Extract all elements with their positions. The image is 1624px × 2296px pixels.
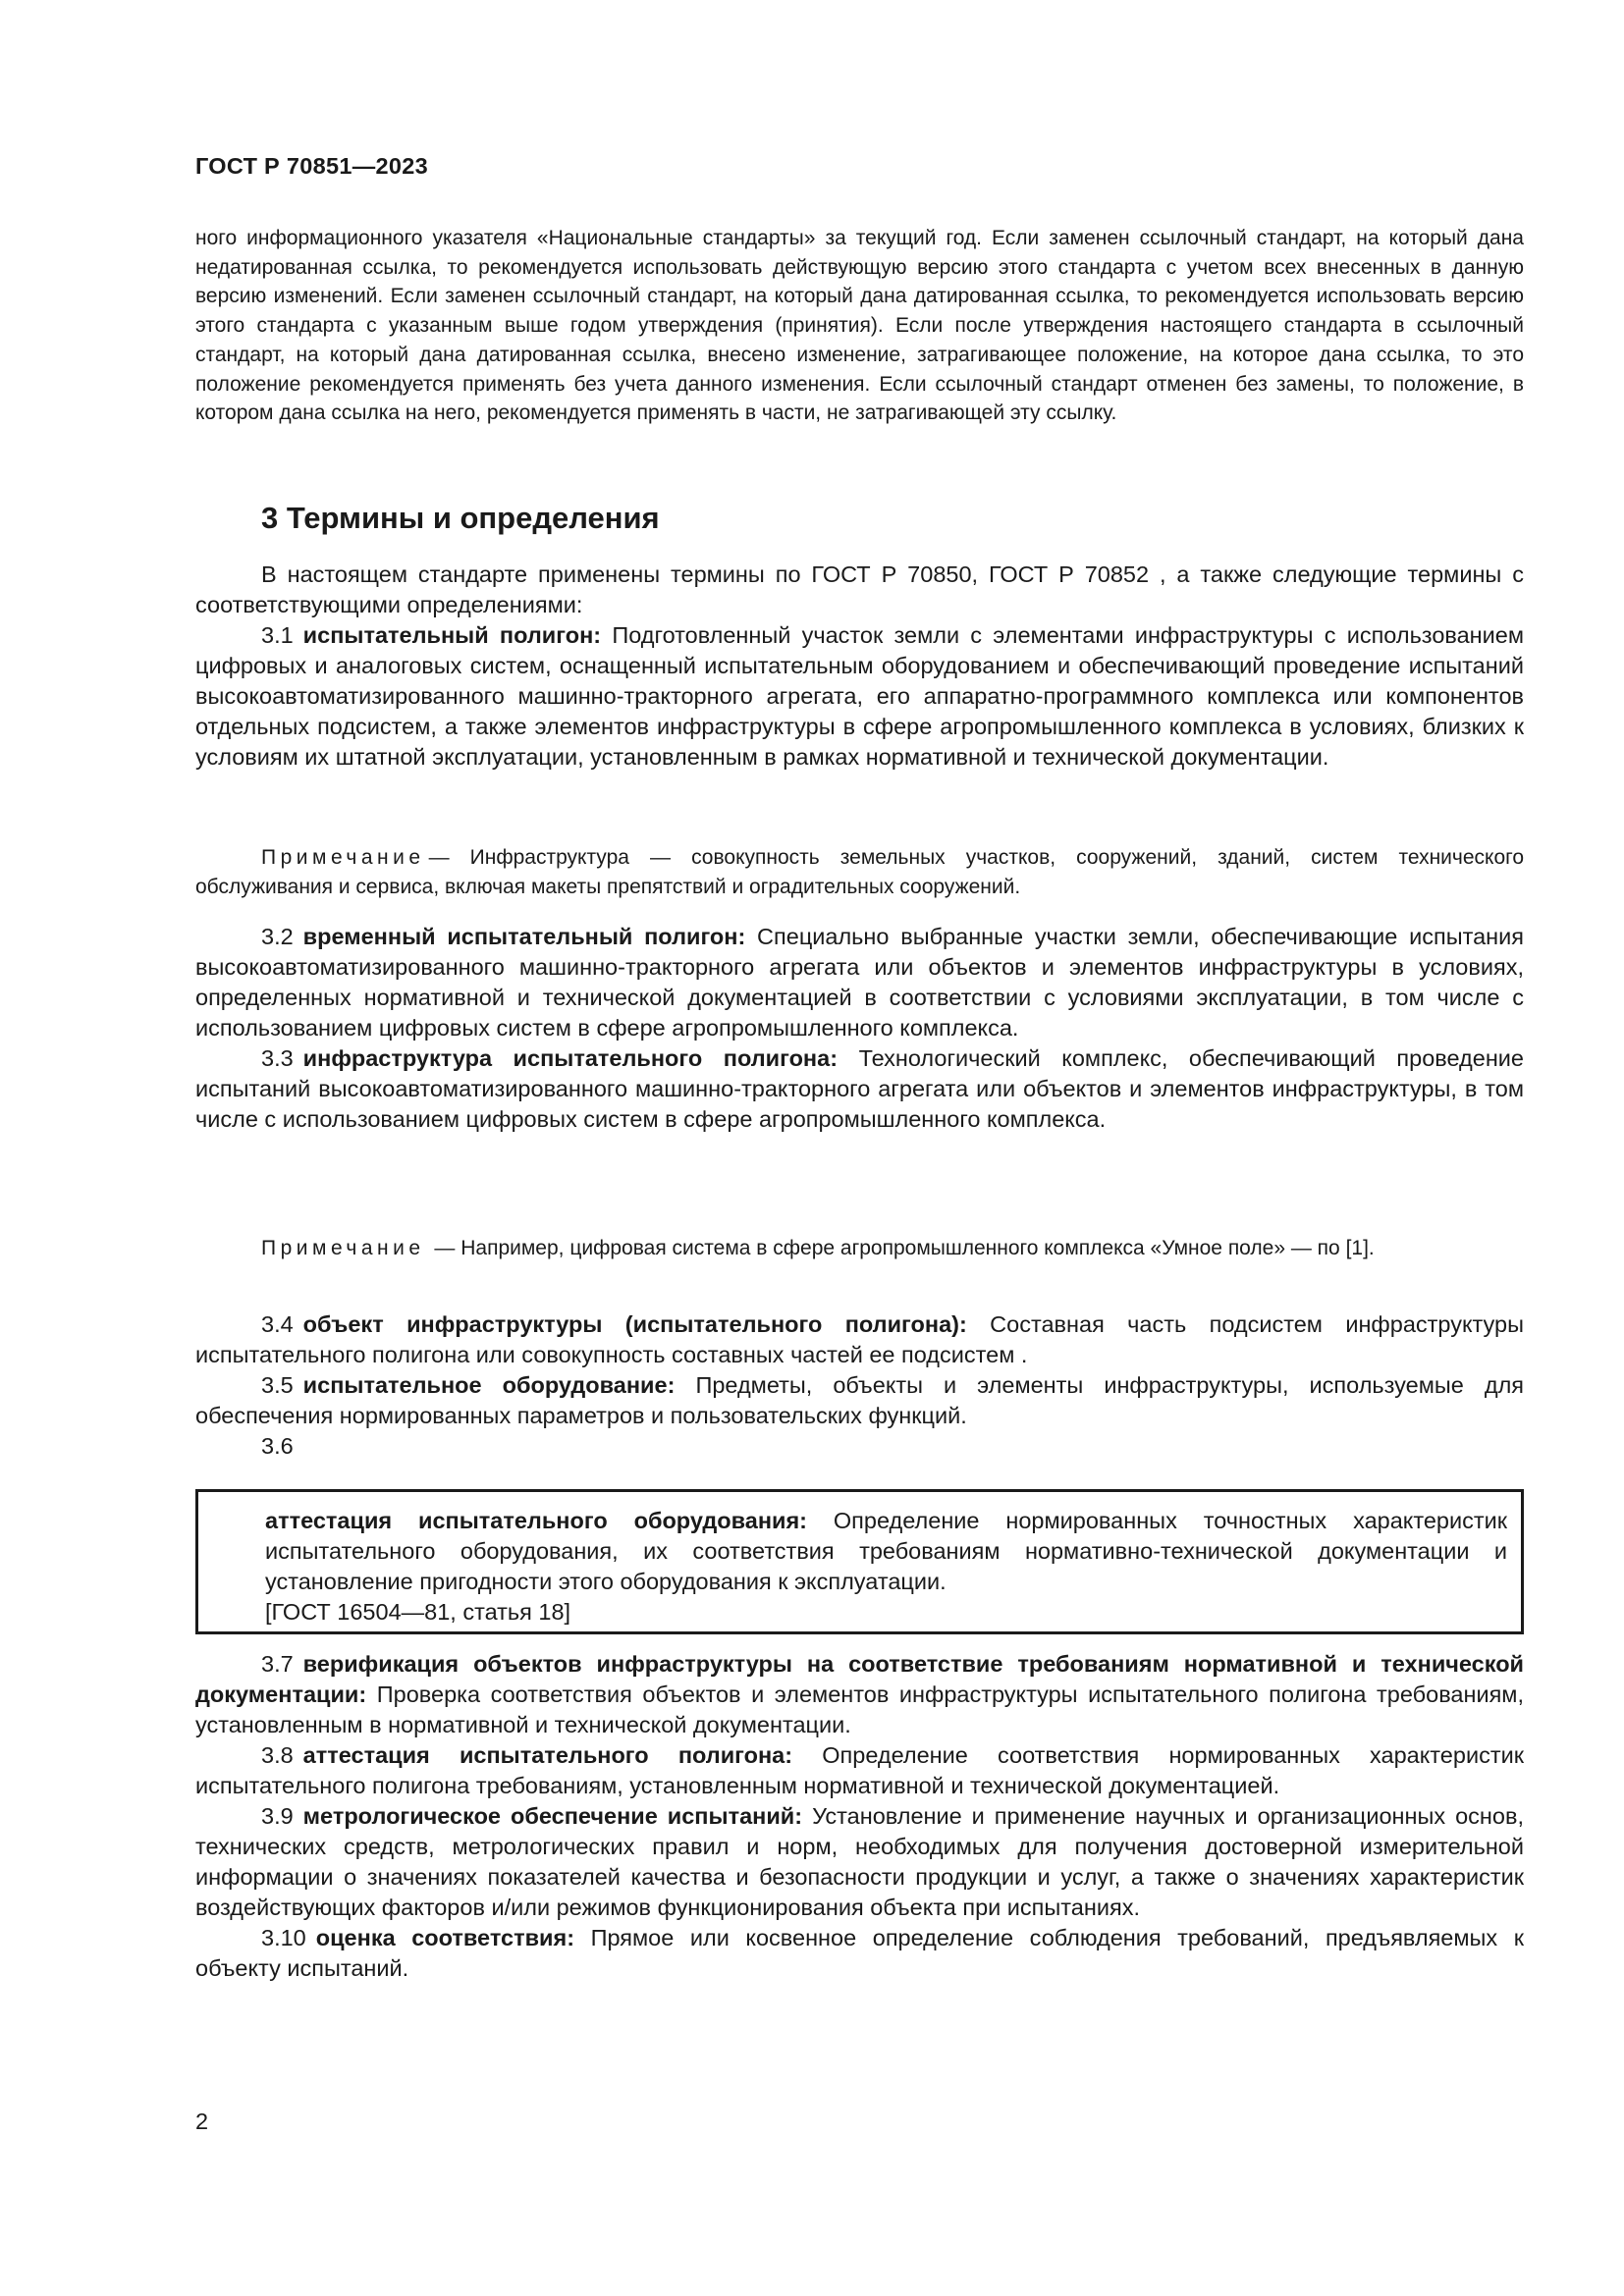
note-text: — Например, цифровая система в сфере агропромышленного комплекса «Умное поле» — по [1]. [428,1237,1375,1259]
term-entry-3-5 [195,1370,1524,1431]
term-definition: Определение нормированных точностных характеристик испытательного оборудования, их соответствия требованиям нормативно-технической документации и установление пригодности этого оборудования к эксплуатации. [265,1508,1508,1594]
term-definition: Подготовленный участок земли с элементами инфраструктуры с использованием цифровых и аналоговых систем, оснащенный испытательным оборудованием и обеспечивающий проведение испытаний высокоавтоматизированного машинно-тракторного агрегата, его аппаратно-программного комплекса или компонентов отдельных подсистем, а также элементов инфраструктуры в сфере агропромышленного комплекса в условиях, близких к условиям их штатной эксплуатации, установленным в рамках нормативной и технической документации. [195,622,1525,770]
term-name: аттестация испытательного полигона: [302,1742,793,1768]
term-entry-3-1 [195,620,1524,773]
source-reference: [ГОСТ 16504—81, статья 18] [265,1599,571,1625]
term-name: инфраструктура испытательного полигона: [302,1045,839,1071]
document-header: ГОСТ Р 70851—2023 [195,153,428,179]
term-name: испытательный полигон: [302,622,602,648]
term-definition: Предметы, объекты и элементы инфраструктуры, используемые для обеспечения нормированных параметров и пользовательских функций. [195,1372,1525,1428]
term-number: 3.9 [261,1803,294,1829]
term-definition: Прямое или косвенное определение соблюдения требований, предъявляемых к объекту испытаний. [195,1925,1525,1981]
term-name: временный испытательный полигон: [302,924,746,949]
term-entry-3-2 [195,922,1524,1043]
note-label: Примечание [261,846,425,869]
term-number: 3.2 [261,924,294,949]
term-definition: Технологический комплекс, обеспечивающий проведение испытаний высокоавтоматизированного машинно-тракторного агрегата или объектов и элементов инфраструктуры, в том числе с использованием цифровых систем в сфере агропромышленного комплекса. [195,1045,1525,1132]
term-name: испытательное оборудование: [302,1372,676,1398]
term-entry-3-9 [195,1801,1524,1923]
term-entry-3-3 [195,1043,1524,1135]
note-2 [195,1234,1524,1263]
term-number: 3.8 [261,1742,294,1768]
term-number: 3.5 [261,1372,294,1398]
term-number: 3.1 [261,622,294,648]
term-number-3-6: 3.6 [261,1433,294,1459]
term-name: оценка соответствия: [315,1925,575,1950]
section-heading: 3 Термины и определения [261,501,660,535]
preamble-paragraph: В настоящем стандарте применены термины по ГОСТ Р 70850, ГОСТ Р 70852 , а также следующие термины с соответствующими определениями: [195,561,1524,617]
term-name: аттестация испытательного оборудования: [265,1508,807,1533]
terms-block-3 [195,1309,1524,1462]
terms-block-4 [195,1649,1524,1984]
quoted-term-box [195,1489,1524,1634]
term-definition: Определение соответствия нормированных характеристик испытательного полигона требованиям, установленным нормативной и технической документацией. [195,1742,1524,1798]
term-entry-3-7 [195,1649,1524,1740]
term-number: 3.7 [261,1651,294,1677]
note-text: — Инфраструктура — совокупность земельных участков, сооружений, зданий, систем технического обслуживания и сервиса, включая макеты препятствий и оградительных сооружений. [195,846,1524,898]
term-entry-3-6 [265,1506,1507,1597]
term-definition: Составная часть подсистем инфраструктуры испытательного полигона или совокупность составных частей ее подсистем . [195,1311,1524,1367]
term-entry-3-4 [195,1309,1524,1370]
page-number: 2 [195,2109,209,2134]
intro-paragraph: ного информационного указателя «Национальные стандарты» за текущий год. Если заменен ссылочный стандарт, на который дана недатированная ссылка, то рекомендуется использовать действующую версию этого стандарта с учетом всех внесенных в данную версию изменений. Если заменен ссылочный стандарт, на который дана датированная ссылка, то рекомендуется использовать версию этого стандарта с указанным выше годом утверждения (принятия). Если после утверждения настоящего стандарта в ссылочный стандарт, на который дана датированная ссылка, внесено изменение, затрагивающее положение, на которое дана ссылка, то это положение рекомендуется применять без учета данного изменения. Если ссылочный стандарт отменен без замены, то положение, в котором дана ссылка на него, рекомендуется применять в части, не затрагивающей эту ссылку. [195,227,1524,425]
note-1 [195,843,1524,902]
note-label: Примечание [261,1237,425,1259]
term-number: 3.4 [261,1311,294,1337]
terms-block-2 [195,922,1524,1135]
term-name: метрологическое обеспечение испытаний: [302,1803,803,1829]
term-definition: Специально выбранные участки земли, обеспечивающие испытания высокоавтоматизированного машинно-тракторного агрегата или объектов и элементов инфраструктуры в условиях, определенных нормативной и технической документацией в соответствии с условиями эксплуатации, в том числе с использованием цифровых систем в сфере агропромышленного комплекса. [195,924,1524,1041]
term-number: 3.10 [261,1925,306,1950]
term-number: 3.3 [261,1045,294,1071]
term-definition: Установление и применение научных и организационных основ, технических средств, метрологических правил и норм, необходимых для получения достоверной измерительной информации о значениях показателей качества и безопасности продукции и услуг, а также о значениях характеристик воздействующих факторов и/или режимов функционирования объекта при испытаниях. [195,1803,1524,1920]
term-name: объект инфраструктуры (испытательного полигона): [302,1311,967,1337]
term-definition: Проверка соответствия объектов и элементов инфраструктуры испытательного полигона требованиям, установленным в нормативной и технической документации. [195,1682,1524,1737]
terms-block-1 [195,560,1524,773]
term-name: верификация объектов инфраструктуры на соответствие требованиям нормативной и технической документации: [195,1651,1524,1707]
term-entry-3-8 [195,1740,1524,1801]
term-entry-3-10 [195,1923,1524,1984]
